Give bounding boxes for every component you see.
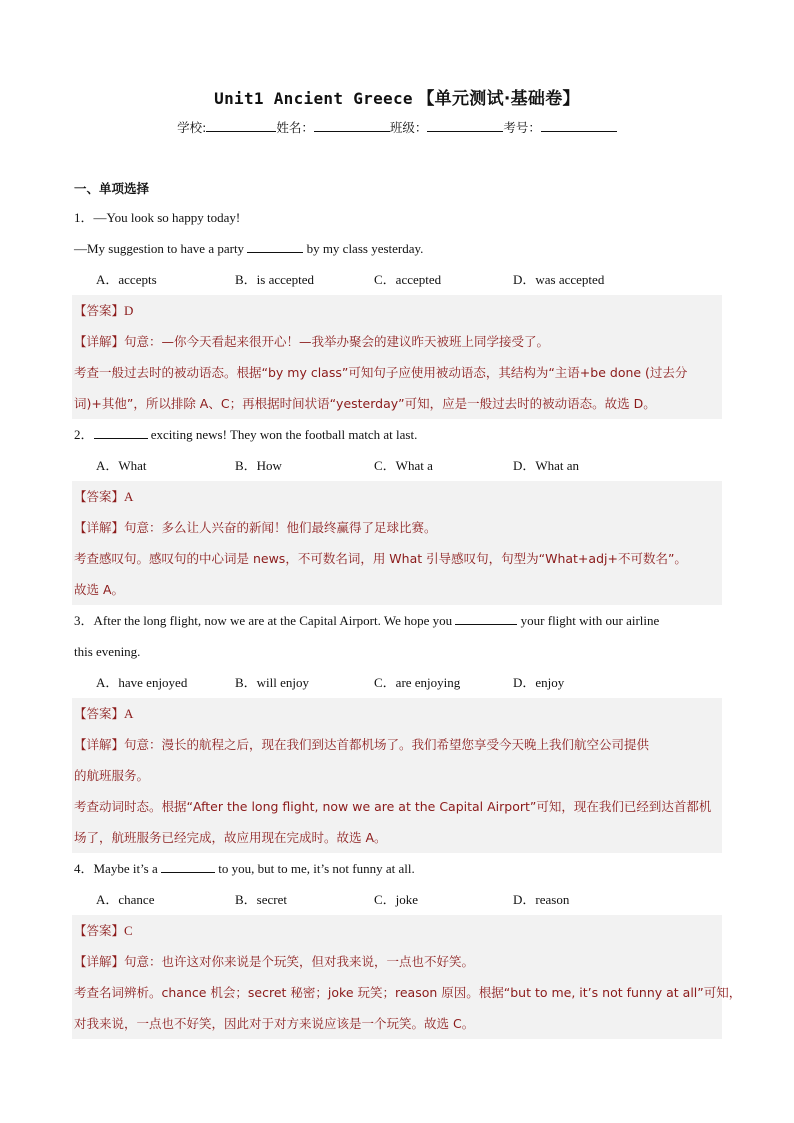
detail-line: 考查名词辨析。chance 机会；secret 秘密；joke 玩笑；reason 原因。根据“but to me, it’s not funny at all”可知， xyxy=(72,977,722,1008)
option-c[interactable]: C．What a xyxy=(374,458,433,473)
option-b[interactable]: B．will enjoy xyxy=(235,675,310,690)
detail-line: 场了，航班服务已经完成，故应用现在完成时。故选 A。 xyxy=(72,822,722,853)
option-a[interactable]: A．chance xyxy=(96,892,155,907)
question-list xyxy=(74,176,742,1039)
option-d[interactable]: D．enjoy xyxy=(513,675,565,690)
answer-value: C xyxy=(124,923,133,938)
question-3 xyxy=(74,605,720,853)
question-stem: 4．Maybe it’s a to you, but to me, it’s not funny at all. xyxy=(74,861,415,876)
answer-value: A xyxy=(124,489,134,504)
detail-line: 考查动词时态。根据“After the long flight, now we are at the Capital Airport”可知，现在我们已经到达首都机 xyxy=(72,791,722,822)
title-english: Unit1 Ancient Greece xyxy=(214,89,413,108)
detail-line: 的航班服务。 xyxy=(72,760,722,791)
question-stem: —My suggestion to have a party by my class yesterday. xyxy=(74,241,424,256)
detail-line: 词)+其他”，所以排除 A、C；再根据时间状语“yesterday”可知，应是一般过去时的被动语态。故选 D。 xyxy=(72,388,722,419)
option-c[interactable]: C．are enjoying xyxy=(374,675,461,690)
option-d[interactable]: D．reason xyxy=(513,892,570,907)
number-blank[interactable] xyxy=(541,119,617,132)
options-row xyxy=(74,884,720,915)
answer-blank xyxy=(455,612,517,625)
option-a[interactable]: A．accepts xyxy=(96,272,157,287)
options-row xyxy=(74,264,720,295)
answer-line: 【答案】D xyxy=(72,295,722,326)
student-info-line xyxy=(0,118,794,136)
question-4 xyxy=(74,853,742,1039)
answer-value: A xyxy=(124,706,134,721)
answer-line: 【答案】A xyxy=(72,481,722,512)
options-row xyxy=(74,667,720,698)
name-blank[interactable] xyxy=(314,119,390,132)
option-d[interactable]: D．What an xyxy=(513,458,580,473)
question-stem: 3．After the long flight, now we are at the Capital Airport. We hope you your flight with our airline xyxy=(74,613,660,628)
answer-blank xyxy=(94,426,148,439)
detail-line: 故选 A。 xyxy=(72,574,722,605)
detail-line: 【详解】句意：也许这对你来说是个玩笑，但对我来说，一点也不好笑。 xyxy=(72,946,722,977)
detail-line: 对我来说，一点也不好笑，因此对于对方来说应该是一个玩笑。故选 C。 xyxy=(72,1008,722,1039)
options-row xyxy=(74,450,720,481)
option-c[interactable]: C．joke xyxy=(374,892,419,907)
option-b[interactable]: B．How xyxy=(235,458,282,473)
option-d[interactable]: D．was accepted xyxy=(513,272,605,287)
answer-line: 【答案】C xyxy=(72,915,722,946)
question-1 xyxy=(74,202,720,419)
detail-line: 考查感叹句。感叹句的中心词是 news，不可数名词，用 What 引导感叹句，句型为“What+adj+不可数名”。 xyxy=(72,543,722,574)
school-blank[interactable] xyxy=(206,119,276,132)
answer-value: D xyxy=(124,303,134,318)
section-title: 一、单项选择 xyxy=(74,181,150,196)
number-label: 考号： xyxy=(503,120,541,135)
question-stem: this evening. xyxy=(74,644,141,659)
answer-line: 【答案】A xyxy=(72,698,722,729)
school-label: 学校: xyxy=(177,120,207,135)
title-chinese: 【单元测试·基础卷】 xyxy=(417,89,580,109)
detail-line: 考查一般过去时的被动语态。根据“by my class”可知句子应使用被动语态，其结构为“主语+be done (过去分 xyxy=(72,357,722,388)
question-stem: 2． exciting news! They won the football match at last. xyxy=(74,427,418,442)
question-2 xyxy=(74,419,720,605)
name-label: 姓名： xyxy=(276,120,314,135)
detail-line: 【详解】句意：—你今天看起来很开心！—我举办聚会的建议昨天被班上同学接受了。 xyxy=(72,326,722,357)
class-label: 班级： xyxy=(389,120,428,135)
answer-blank xyxy=(247,240,303,253)
question-stem: 1．—You look so happy today! xyxy=(74,210,241,225)
answer-blank xyxy=(161,860,215,873)
option-b[interactable]: B．secret xyxy=(235,892,287,907)
option-b[interactable]: B．is accepted xyxy=(235,272,315,287)
detail-line: 【详解】句意：多么让人兴奋的新闻！他们最终赢得了足球比赛。 xyxy=(72,512,722,543)
page-title xyxy=(0,84,794,109)
class-blank[interactable] xyxy=(427,119,503,132)
detail-line: 【详解】句意：漫长的航程之后，现在我们到达首都机场了。我们希望您享受今天晚上我们航空公司提供 xyxy=(72,729,722,760)
option-a[interactable]: A．have enjoyed xyxy=(96,675,188,690)
option-c[interactable]: C．accepted xyxy=(374,272,442,287)
option-a[interactable]: A．What xyxy=(96,458,147,473)
